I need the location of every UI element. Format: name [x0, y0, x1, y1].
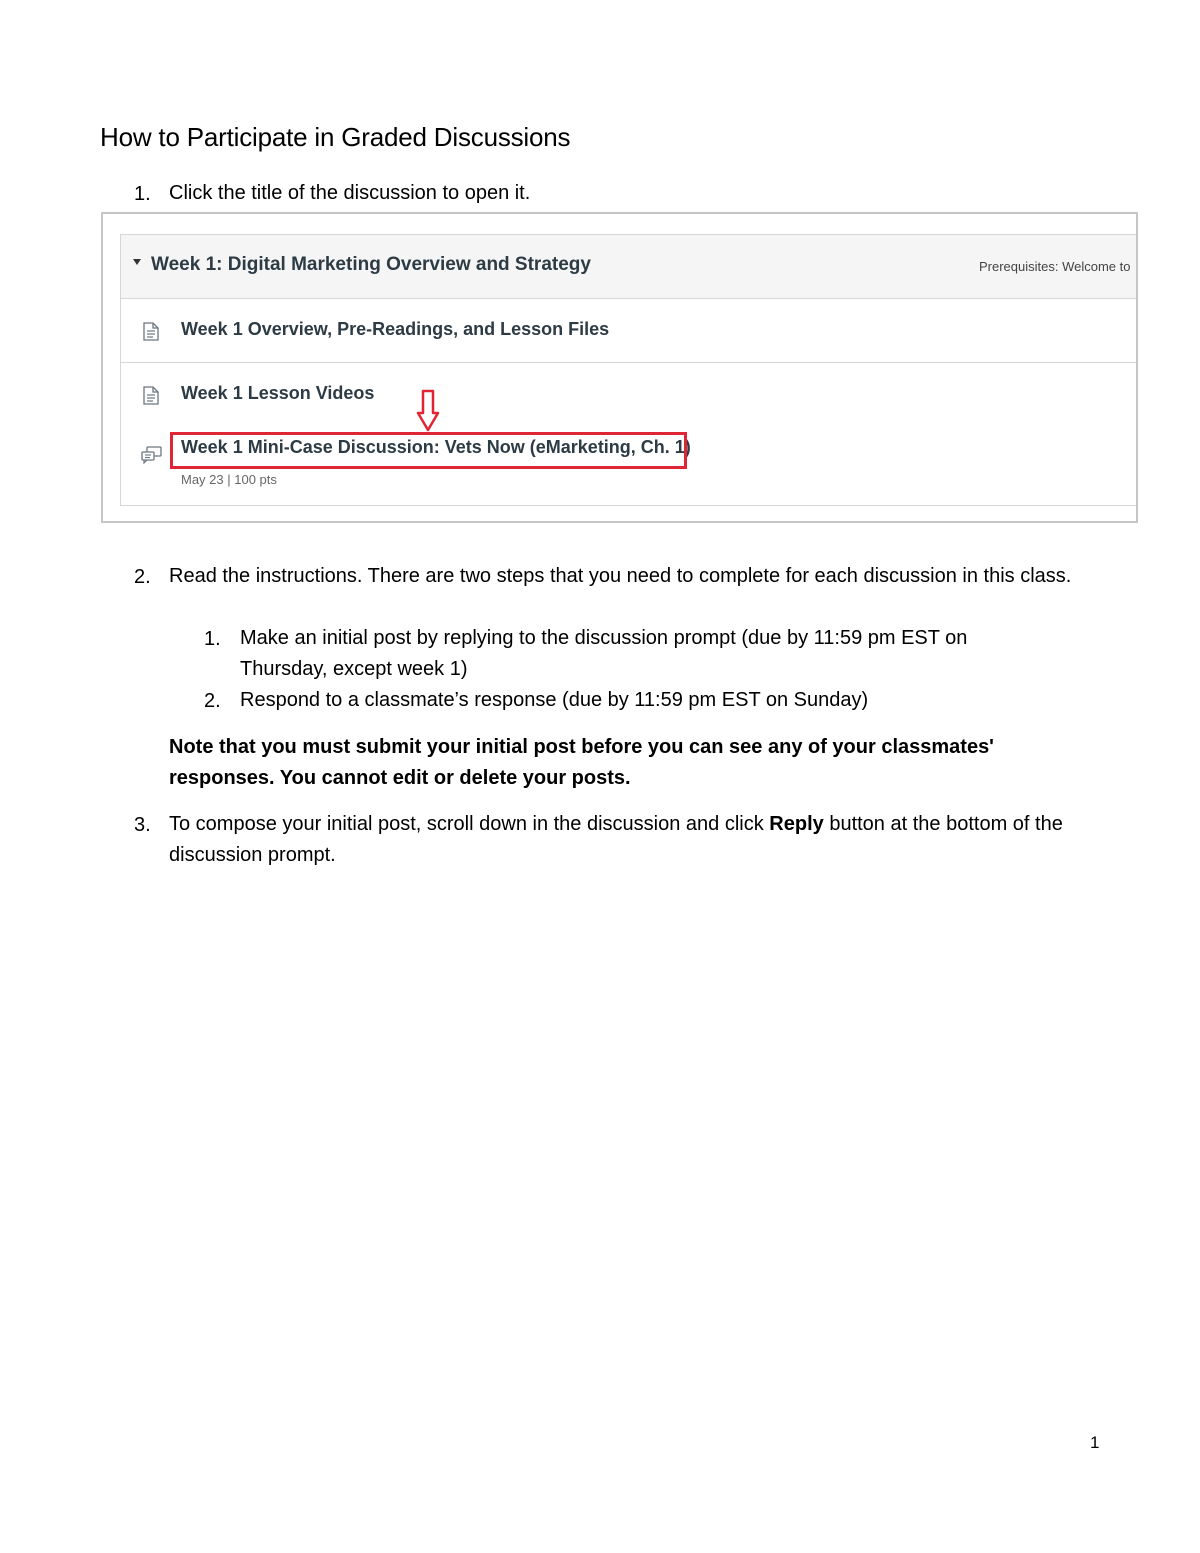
step-2-text: Read the instructions. There are two steps that you need to complete for each discussion in this class. [169, 565, 1072, 587]
caret-down-icon[interactable] [133, 259, 141, 265]
module-header[interactable] [121, 235, 1138, 299]
step-2a-number: 1. [204, 628, 221, 650]
step-3-text-before: To compose your initial post, scroll down in the discussion and click [169, 813, 770, 835]
step-1-text: Click the title of the discussion to open it. [169, 182, 531, 204]
discussion-icon [141, 446, 163, 464]
page-icon [143, 386, 159, 405]
discussion-meta: May 23 | 100 pts [181, 472, 277, 487]
step-1-number: 1. [134, 183, 151, 205]
module-title[interactable]: Week 1: Digital Marketing Overview and Strategy [151, 254, 591, 275]
highlight-box [170, 432, 687, 469]
module-item-label[interactable]: Week 1 Overview, Pre-Readings, and Lesson Files [181, 319, 610, 339]
page-number: 1 [1090, 1433, 1100, 1452]
discussion-title-link[interactable]: Week 1 Mini-Case Discussion: Vets Now (eMarketing, Ch. 1) [181, 437, 691, 457]
reply-keyword: Reply [769, 813, 824, 835]
module-item-label[interactable]: Week 1 Lesson Videos [181, 383, 375, 403]
course-modules-screenshot [101, 212, 1138, 523]
module-week-1 [120, 234, 1138, 506]
step-3-text-after: button at the bottom of the discussion prompt. [169, 813, 1063, 866]
step-2a-text: Make an initial post by replying to the discussion prompt (due by 11:59 pm EST on Thursday, except week 1) [240, 627, 968, 680]
page-title: How to Participate in Graded Discussions [100, 122, 571, 152]
step-3-text [169, 809, 1099, 871]
note-text: Note that you must submit your initial post before you can see any of your classmates' responses. You cannot edit or delete your posts. [169, 736, 994, 789]
step-2b-text: Respond to a classmate’s response (due by 11:59 pm EST on Sunday) [240, 689, 869, 711]
step-2b-number: 2. [204, 690, 221, 712]
module-item-overview[interactable] [121, 299, 1138, 362]
arrow-down-icon [416, 389, 440, 433]
step-2-number: 2. [134, 566, 151, 588]
module-item-lesson-videos[interactable] [121, 363, 1138, 426]
page-icon [143, 322, 159, 341]
step-3-number: 3. [134, 814, 151, 836]
prerequisites-text: Prerequisites: Welcome to [979, 259, 1131, 274]
